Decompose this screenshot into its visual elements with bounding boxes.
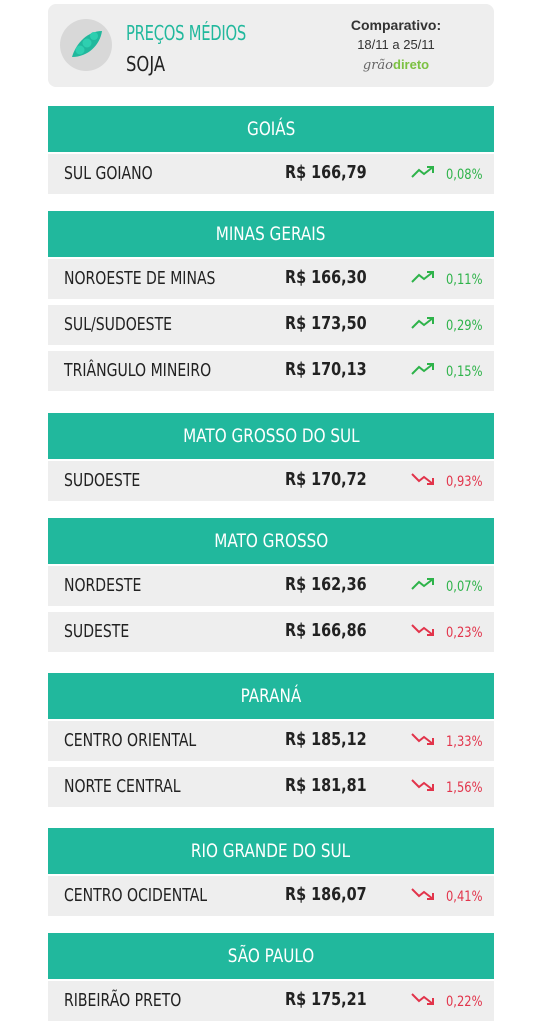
- state-header: [48, 106, 494, 152]
- trend-down-icon: [411, 623, 438, 642]
- change-percent: 1,33%: [445, 733, 482, 750]
- state-header: [48, 673, 494, 719]
- trend-up-icon: [411, 577, 438, 596]
- region-name: SUDOESTE: [64, 470, 141, 491]
- state-name: MINAS GERAIS: [216, 223, 326, 245]
- state-header: [48, 211, 494, 257]
- state-name: RIO GRANDE DO SUL: [191, 840, 351, 862]
- price-row: [48, 612, 494, 652]
- region-name: TRIÂNGULO MINEIRO: [64, 360, 212, 381]
- state-header: [48, 933, 494, 979]
- trend-down-icon: [411, 992, 438, 1011]
- change-percent: 0,22%: [445, 993, 482, 1010]
- price-row: [48, 259, 494, 299]
- price-value: R$ 175,21: [285, 989, 367, 1010]
- region-name: SUL GOIANO: [64, 163, 153, 184]
- change-indicator: [411, 316, 482, 335]
- change-indicator: [411, 992, 482, 1011]
- change-indicator: [411, 577, 482, 596]
- region-name: NORDESTE: [64, 575, 142, 596]
- brand-part1: grão: [362, 58, 393, 73]
- change-percent: 0,15%: [445, 363, 482, 380]
- change-indicator: [411, 472, 482, 491]
- change-percent: 0,11%: [445, 271, 482, 288]
- page-title: PREÇOS MÉDIOS: [126, 21, 246, 45]
- price-row: [48, 154, 494, 194]
- commodity-name: SOJA: [126, 52, 166, 76]
- state-name: GOIÁS: [246, 118, 296, 140]
- comparison-label: Comparativo:: [350, 17, 442, 33]
- price-value: R$ 181,81: [285, 775, 367, 796]
- price-value: R$ 170,72: [285, 469, 367, 490]
- trend-down-icon: [411, 778, 438, 797]
- change-indicator: [411, 623, 482, 642]
- change-indicator: [411, 362, 482, 381]
- trend-up-icon: [411, 316, 438, 335]
- trend-up-icon: [411, 165, 438, 184]
- trend-up-icon: [411, 362, 438, 381]
- change-percent: 0,23%: [445, 624, 482, 641]
- brand-part2: direto: [393, 57, 430, 72]
- price-row: [48, 876, 494, 916]
- state-header: [48, 518, 494, 564]
- trend-down-icon: [411, 732, 438, 751]
- region-name: CENTRO ORIENTAL: [64, 730, 197, 751]
- change-indicator: [411, 732, 482, 751]
- price-row: [48, 461, 494, 501]
- price-value: R$ 185,12: [285, 729, 367, 750]
- region-name: RIBEIRÃO PRETO: [64, 990, 182, 1011]
- price-value: R$ 170,13: [285, 359, 367, 380]
- region-name: CENTRO OCIDENTAL: [64, 885, 208, 906]
- price-row: [48, 351, 494, 391]
- change-indicator: [411, 165, 482, 184]
- state-name: MATO GROSSO DO SUL: [182, 425, 360, 447]
- price-row: [48, 305, 494, 345]
- price-row: [48, 981, 494, 1021]
- trend-up-icon: [411, 270, 438, 289]
- change-indicator: [411, 270, 482, 289]
- state-name: PARANÁ: [240, 685, 302, 707]
- change-percent: 1,56%: [445, 779, 482, 796]
- price-value: R$ 173,50: [285, 313, 367, 334]
- change-percent: 0,41%: [445, 888, 482, 905]
- price-value: R$ 186,07: [285, 884, 367, 905]
- trend-down-icon: [411, 472, 438, 491]
- comparison-dates: 18/11 a 25/11: [357, 37, 435, 52]
- price-row: [48, 721, 494, 761]
- price-value: R$ 166,79: [285, 162, 367, 183]
- change-percent: 0,07%: [445, 578, 482, 595]
- change-percent: 0,93%: [445, 473, 482, 490]
- region-name: NOROESTE DE MINAS: [64, 268, 216, 289]
- price-value: R$ 162,36: [285, 574, 367, 595]
- state-header: [48, 828, 494, 874]
- change-indicator: [411, 778, 482, 797]
- state-name: MATO GROSSO: [213, 530, 328, 552]
- brand-logo: [336, 57, 456, 73]
- trend-down-icon: [411, 887, 438, 906]
- price-value: R$ 166,86: [285, 620, 367, 641]
- price-row: [48, 566, 494, 606]
- change-indicator: [411, 887, 482, 906]
- price-row: [48, 767, 494, 807]
- state-header: [48, 413, 494, 459]
- change-percent: 0,29%: [445, 317, 482, 334]
- soybean-pod-icon: [60, 19, 112, 71]
- state-name: SÃO PAULO: [227, 945, 315, 967]
- price-value: R$ 166,30: [285, 267, 367, 288]
- change-percent: 0,08%: [445, 166, 482, 183]
- region-name: SUL/SUDOESTE: [64, 314, 173, 335]
- region-name: SUDESTE: [64, 621, 130, 642]
- header-card: [48, 4, 494, 87]
- region-name: NORTE CENTRAL: [64, 776, 181, 797]
